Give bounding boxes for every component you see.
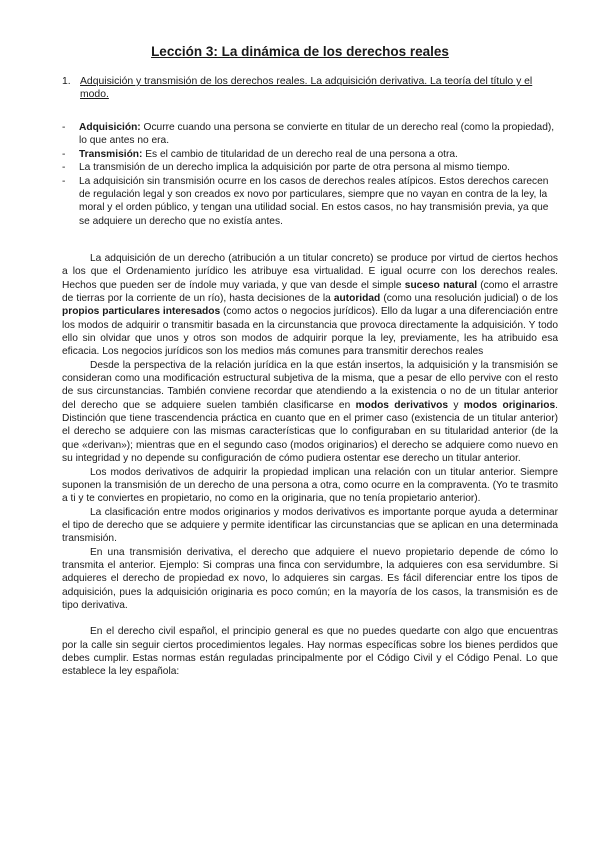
text-run: . Distinción que tiene trascendencia práctica en cuanto que en el primer caso (existencia de un titular anterior) el derecho se adquiere con las mismas características que lo configuraban en su titularidad anterior (de la que «derivan»); mientras que en el segundo caso (modos originarios) el derecho se adquiere como nuevo en su integridad y no depende su configuración de cómo pudiera ostentar ese derecho un titular anterior.	[62, 399, 558, 465]
definition-text: Ocurre cuando una persona se convierte en titular de un derecho real (como la propiedad), lo que antes no era.	[79, 122, 555, 147]
paragraph-3: Los modos derivativos de adquirir la propiedad implican una relación con un titular anterior. Siempre suponen la transmisión de un derecho de una persona a otra, como ocurre en la compraventa. (Yo te trasmito a ti y te conviertes en propietario, no como en la originaria, que no tenía propietario anterior).	[62, 466, 558, 505]
list-item	[62, 148, 558, 161]
paragraph-6: En el derecho civil español, el principio general es que no puedes quedarte con algo que encuentras por la calle sin seguir ciertos procedimientos legales. Hay normas específicas sobre los bienes perdidos que debes cumplir. Estas normas están reguladas principalmente por el Código Civil y el Código Penal. Lo que establece la ley española:	[62, 626, 558, 678]
bold-modos-originarios: modos originarios	[463, 399, 556, 411]
definition-list	[62, 121, 558, 228]
list-item	[62, 121, 558, 148]
bullet-dash: -	[62, 148, 66, 160]
bullet-dash: -	[62, 162, 66, 174]
section-heading-1	[62, 75, 562, 101]
term-transmision: Transmisión	[79, 148, 140, 160]
lesson-title: Lección 3: La dinámica de los derechos reales	[151, 44, 449, 59]
paragraph-1	[62, 252, 558, 359]
bold-modos-derivativos: modos derivativos	[355, 399, 449, 411]
text-run: Desde la perspectiva de la relación jurídica en la que están insertos, la adquisición y la transmisión se consideran como una modificación estructural subjetiva de la misma, que a pesar de ello pervive con el resto de sus circunstancias. También conviene recordar que atendiendo a la existencia o no de un titular anterior del derecho que se adquiere suelen también clasificarse en	[62, 359, 558, 411]
paragraph-2	[62, 359, 558, 466]
text-run: (como el arrastre de tierras por la corriente de un río), hasta decisiones de la	[62, 279, 559, 305]
bold-propios-particulares: propios particulares interesados	[62, 306, 221, 318]
text-run: (como una resolución judicial) o de los	[380, 293, 559, 305]
list-item	[62, 161, 558, 174]
term-adquisicion: Adquisición	[79, 122, 138, 133]
paragraph-5: En una transmisión derivativa, el derecho que adquiere el nuevo propietario depende de cómo lo transmita el anterior. Ejemplo: Si compras una finca con servidumbre, la adquieres con esa servidumbre. Si adquieres el derecho de propiedad ex novo, lo adquieres sin cargas. Es fácil diferenciar entre los tipos de adquisición, pues la adquisición originaria es poco común; en la mayoría de los casos, la transmisión es de tipo derivativa.	[62, 546, 558, 611]
term-separator: :	[137, 122, 141, 133]
list-item	[62, 175, 558, 229]
section-heading-text: Adquisición y transmisión de los derechos reales. La adquisición derivativa. La teoría del título y el modo.	[80, 76, 533, 101]
bold-suceso-natural: suceso natural	[404, 279, 478, 291]
definition-text: La transmisión de un derecho implica la adquisición por parte de otra persona al mismo tiempo.	[79, 162, 510, 174]
section-number: 1.	[62, 76, 71, 87]
definition-text: La adquisición sin transmisión ocurre en los casos de derechos reales atípicos. Estos derechos carecen de regulación legal y son creados ex novo por particulares, siempre que no vayan en contra de la ley, la moral y el orden público, y tengan una utilidad social. En estos casos, no hay transmisión previa, ya que se adquiere un derecho que no existía antes.	[79, 175, 549, 227]
text-run: (como actos o negocios jurídicos). Ello da lugar a una diferenciación entre los modos de adquirir o transmitir basada en la circunstancia que provoca directamente la adquisición. Y todo ello sin olvidar que unos y otros son modos de adquirir porque la ley, previamente, les ha atribuido esa eficacia. Los negocios jurídicos son los medios más comunes para transmitir derechos reales	[62, 306, 558, 358]
bold-autoridad: autoridad	[333, 293, 381, 305]
body-text	[62, 252, 558, 679]
paragraph-4: La clasificación entre modos originarios y modos derivativos es importante porque ayuda a determinar el tipo de derecho que se adquiere y permite identificar las circunstancias que se aplican en una determinada transmisión.	[62, 506, 558, 545]
definition-text: Es el cambio de titularidad de un derecho real de una persona a otra.	[142, 148, 458, 160]
bullet-dash: -	[62, 122, 66, 133]
text-run: y	[448, 399, 464, 411]
text-run: La adquisición de un derecho (atribución a un titular concreto) se produce por virtud de ciertos hechos a los que el Ordenamiento jurídico les atribuye esa virtualidad. E igual ocurre con los derechos reales. Hechos que pueden ser de índole muy variada, y que van desde el simple	[62, 253, 558, 291]
term-separator: :	[139, 148, 143, 160]
bullet-dash: -	[62, 175, 66, 187]
